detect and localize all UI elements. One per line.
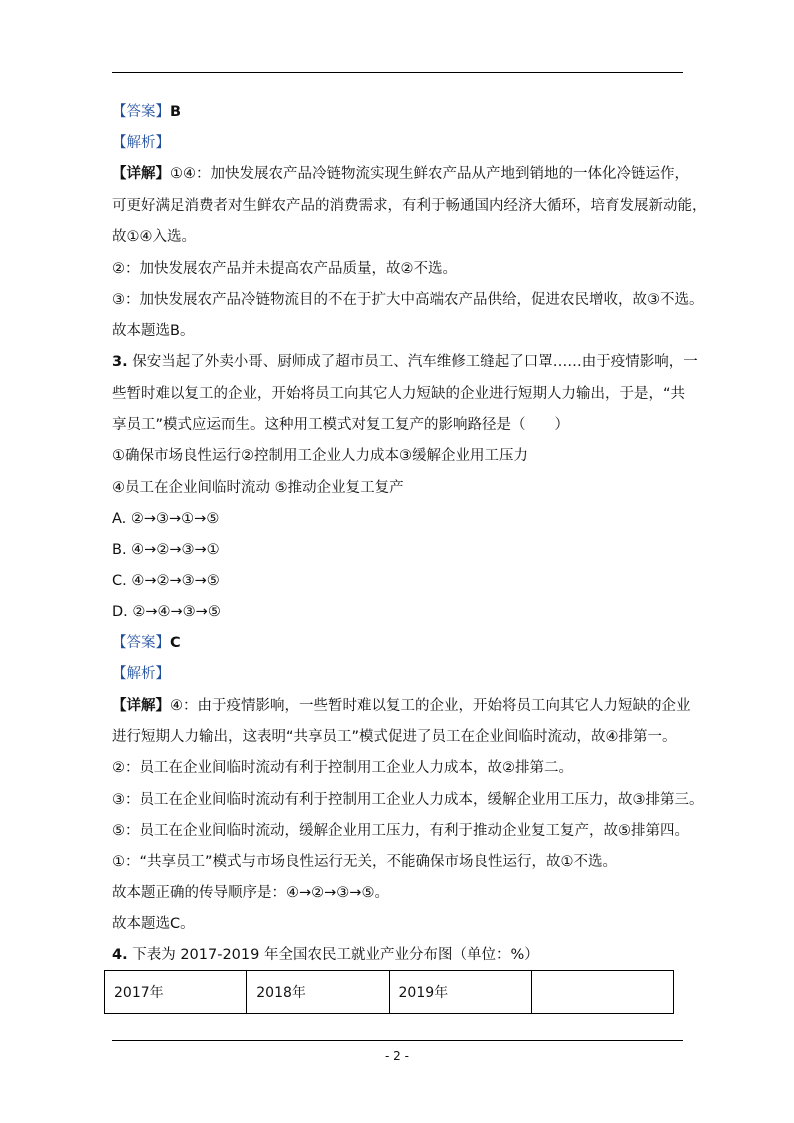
answer-value: B (170, 104, 182, 120)
detail-text: ①④：加快发展农产品冷链物流实现生鲜农产品从产地到销地的一体化冷链运作， (170, 166, 689, 182)
q4-stem (112, 946, 539, 964)
stem-text: 下表为 2017-2019 年全国农民工就业产业分布图（单位：%） (132, 947, 539, 963)
q2-detail-line: 故①④入选。 (112, 229, 196, 245)
answer-value: C (170, 635, 181, 651)
q3-answer (112, 634, 181, 652)
q3-detail-line (112, 697, 691, 715)
q2-detail-line (112, 165, 689, 183)
analysis-tag: 【解析】 (112, 666, 170, 682)
q2-answer (112, 103, 181, 121)
q3-analysis-tag (112, 665, 170, 683)
q2-detail-line: ②：加快发展农产品并未提高农产品质量，故②不选。 (112, 261, 457, 277)
q3-stem-line: 些暂时难以复工的企业，开始将员工向其它人力短缺的企业进行短期人力输出，于是，“共 (112, 386, 686, 402)
table-cell-2019: 2019年 (389, 971, 531, 1014)
q3-detail-line: ②：员工在企业间临时流动有利于控制用工企业人力成本，故②排第二。 (112, 760, 573, 776)
q2-detail-line: 可更好满足消费者对生鲜农产品的消费需求，有利于畅通国内经济大循环，培育发展新动能， (112, 198, 707, 214)
q3-detail-line: 进行短期人力输出，这表明“共享员工”模式促进了员工在企业间临时流动，故④排第一。 (112, 729, 677, 745)
q3-conclusion: 故本题选C。 (112, 916, 195, 932)
stem-text: 保安当起了外卖小哥、厨师成了超市员工、汽车维修工缝起了口罩……由于疫情影响，一 (132, 354, 698, 370)
detail-tag: 【详解】 (112, 698, 170, 714)
footer-rule (112, 1040, 683, 1041)
page-number: - 2 - (385, 1049, 409, 1063)
answer-tag: 【答案】 (112, 635, 170, 651)
header-rule (112, 72, 683, 73)
q2-analysis-tag (112, 134, 170, 152)
q3-stem-line (112, 353, 698, 371)
answer-tag: 【答案】 (112, 104, 170, 120)
q3-option-b: B. ④→②→③→① (112, 542, 220, 558)
question-number: 3. (112, 354, 128, 370)
analysis-tag: 【解析】 (112, 135, 170, 151)
table-row (105, 971, 674, 1014)
q3-option-c: C. ④→②→③→⑤ (112, 573, 220, 589)
detail-tag: 【详解】 (112, 166, 170, 182)
q3-detail-line: ①：“共享员工”模式与市场良性运行无关，不能确保市场良性运行，故①不选。 (112, 854, 618, 870)
q2-detail-line: ③：加快发展农产品冷链物流目的不在于扩大中高端农产品供给，促进农民增收，故③不选。 (112, 292, 704, 308)
q3-stem-line: 享员工”模式应运而生。这种用工模式对复工复产的影响路径是（ ） (112, 417, 570, 433)
question-number: 4. (112, 947, 128, 963)
q2-conclusion: 故本题选B。 (112, 323, 195, 339)
q3-stem-line: ①确保市场良性运行②控制用工企业人力成本③缓解企业用工压力 (112, 448, 528, 464)
q3-stem-line: ④员工在企业间临时流动 ⑤推动企业复工复产 (112, 480, 404, 496)
table-cell-empty (531, 971, 673, 1014)
table-cell-2018: 2018年 (247, 971, 389, 1014)
table-cell-2017: 2017年 (105, 971, 247, 1014)
q3-option-a: A. ②→③→①→⑤ (112, 511, 220, 527)
q3-detail-line: 故本题正确的传导顺序是：④→②→③→⑤。 (112, 885, 389, 901)
detail-text: ④：由于疫情影响，一些暂时难以复工的企业，开始将员工向其它人力短缺的企业 (170, 698, 691, 714)
q3-detail-line: ⑤：员工在企业间临时流动，缓解企业用工压力，有利于推动企业复工复产，故⑤排第四。 (112, 823, 689, 839)
q3-option-d: D. ②→④→③→⑤ (112, 604, 221, 620)
q3-detail-line: ③：员工在企业间临时流动有利于控制用工企业人力成本，缓解企业用工压力，故③排第三。 (112, 792, 704, 808)
employment-table (104, 970, 674, 1014)
